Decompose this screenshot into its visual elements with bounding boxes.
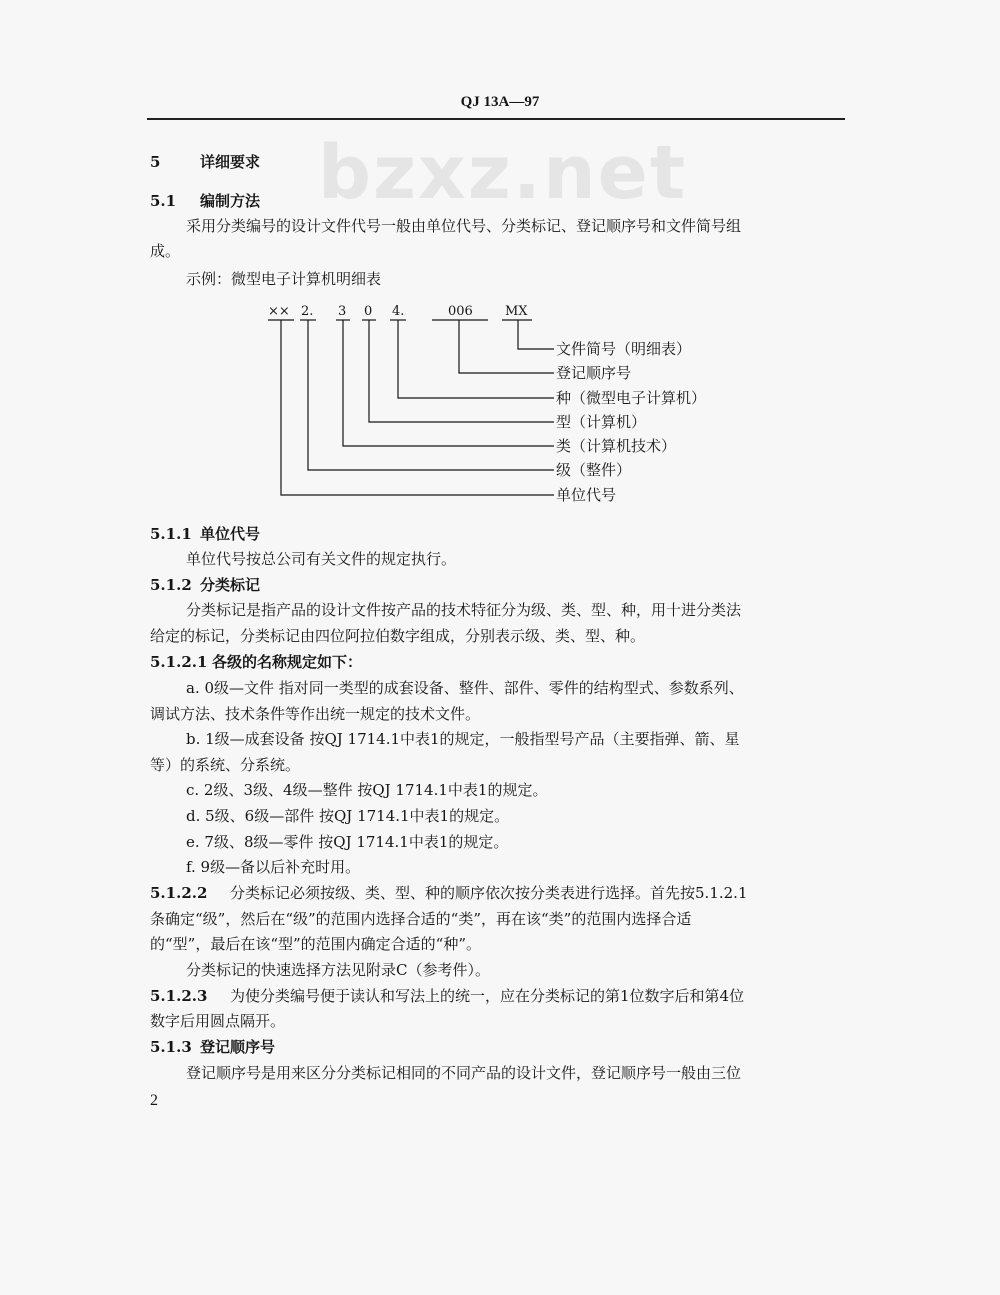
list-item-b: b. 1级—成套设备 按QJ 1714.1中表1的规定，一般指型号产品（主要指弹、箭、星 (186, 730, 740, 748)
section-number: 5.1.2.3 (150, 987, 208, 1005)
diagram-label-type: 型（计算机） (556, 413, 647, 431)
paragraph-line: 登记顺序号是用来区分分类标记相同的不同产品的设计文件，登记顺序号一般由三位 (186, 1064, 742, 1082)
section-number: 5 (150, 153, 161, 171)
section-5-1-2-2-paragraph (150, 883, 747, 903)
document-header: QJ 13A—97 (460, 94, 540, 110)
paragraph-text: 分类标记必须按级、类、型、种的顺序依次按分类表进行选择。首先按5.1.2.1 (230, 884, 748, 902)
diagram-label-unit: 单位代号 (556, 486, 617, 504)
section-number: 5.1.3 (150, 1038, 192, 1056)
diagram-label-serial: 登记顺序号 (556, 364, 632, 382)
list-item-d: d. 5级、6级—部件 按QJ 1714.1中表1的规定。 (186, 807, 510, 825)
paragraph-line: 给定的标记，分类标记由四位阿拉伯数字组成，分别表示级、类、型、种。 (150, 627, 646, 645)
code-part-serial: 006 (448, 304, 473, 319)
section-title: 登记顺序号 (200, 1038, 276, 1056)
section-title: 分类标记 (200, 576, 261, 594)
section-title: 详细要求 (200, 153, 261, 171)
section-number: 5.1.2 (150, 576, 192, 594)
paragraph-line: 的“型”，最后在该“型”的范围内确定合适的“种”。 (150, 935, 482, 953)
section-title: 编制方法 (200, 192, 261, 210)
paragraph-line: 数字后用圆点隔开。 (150, 1012, 286, 1030)
section-5-1-3-heading (150, 1037, 275, 1057)
paragraph-line: 条确定“级”，然后在“级”的范围内选择合适的“类”，再在该“类”的范围内选择合适 (150, 910, 692, 928)
paragraph-line: 分类标记的快速选择方法见附录C（参考件）。 (186, 961, 490, 979)
code-part-unit: ×× (268, 304, 290, 319)
code-part-kind: 4. (392, 304, 405, 319)
section-5-1-2-3-paragraph (150, 986, 744, 1006)
section-5-1-heading (150, 191, 260, 211)
section-5-1-2-heading (150, 575, 260, 595)
paragraph-line: 单位代号按总公司有关文件的规定执行。 (186, 550, 457, 568)
section-5-1-2-1-heading (150, 652, 362, 672)
list-item-a: a. 0级—文件 指对同一类型的成套设备、整件、部件、零件的结构型式、参数系列、 (186, 679, 744, 697)
paragraph-line: 成。 (150, 242, 181, 260)
list-item-a-cont: 调试方法、技术条件等作出统一规定的技术文件。 (150, 705, 481, 723)
section-number: 5.1.2.1 (150, 653, 208, 671)
paragraph-line: 分类标记是指产品的设计文件按产品的技术特征分为级、类、型、种，用十进分类法 (186, 601, 742, 619)
paragraph-line: 采用分类编号的设计文件代号一般由单位代号、分类标记、登记顺序号和文件简号组 (186, 217, 742, 235)
section-title: 单位代号 (200, 525, 261, 543)
list-item-c: c. 2级、3级、4级—整件 按QJ 1714.1中表1的规定。 (186, 781, 548, 799)
section-number: 5.1 (150, 192, 177, 210)
diagram-label-doc-abbr: 文件简号（明细表） (556, 340, 692, 358)
header-rule (147, 118, 845, 120)
code-part-grade: 2. (301, 304, 314, 319)
code-part-doc-abbr: MX (505, 304, 528, 319)
page-number: 2 (150, 1092, 158, 1109)
diagram-label-kind: 种（微型电子计算机） (556, 389, 707, 407)
section-number: 5.1.1 (150, 525, 192, 543)
section-5-1-1-heading (150, 524, 260, 544)
section-5-heading (150, 152, 260, 172)
paragraph-text: 为使分类编号便于读认和写法上的统一，应在分类标记的第1位数字后和第4位 (230, 987, 745, 1005)
list-item-f: f. 9级—备以后补充时用。 (186, 858, 361, 876)
list-item-b-cont: 等）的系统、分系统。 (150, 756, 301, 774)
diagram-label-grade: 级（整件） (556, 461, 632, 479)
diagram-label-class: 类（计算机技术） (556, 437, 677, 455)
section-number: 5.1.2.2 (150, 884, 208, 902)
code-part-type: 0 (364, 304, 373, 319)
example-caption: 示例：微型电子计算机明细表 (186, 270, 382, 288)
watermark: bzxz.net (318, 130, 688, 216)
code-part-class: 3 (338, 304, 347, 319)
section-title: 各级的名称规定如下： (212, 653, 363, 671)
list-item-e: e. 7级、8级—零件 按QJ 1714.1中表1的规定。 (186, 833, 509, 851)
